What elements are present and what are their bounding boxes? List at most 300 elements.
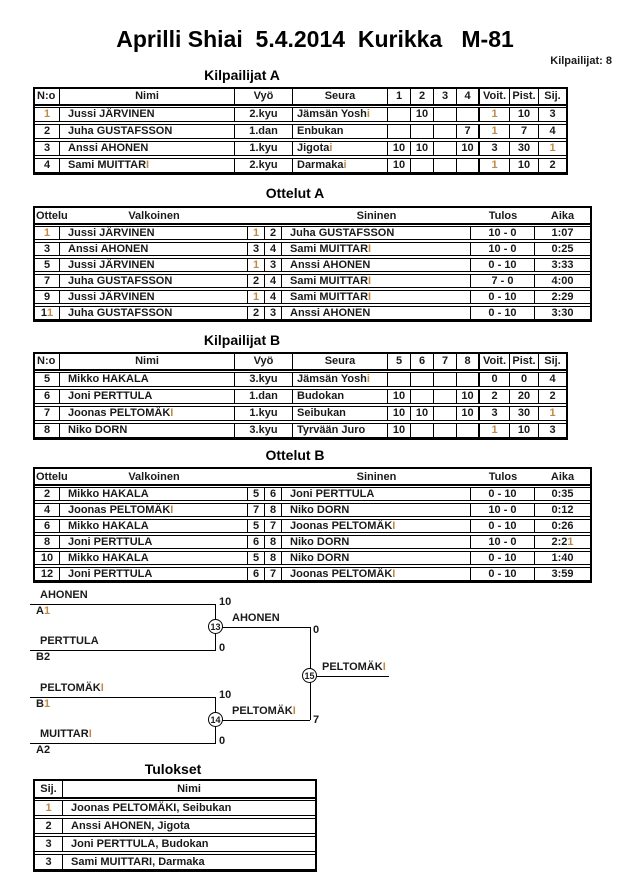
cell: 7 - 0 — [471, 275, 535, 287]
cell: 5 — [248, 488, 265, 500]
section-heading-tulokset: Tulokset — [144, 761, 202, 777]
cell: Mikko HAKALA — [60, 552, 248, 564]
header-cell: 4 — [457, 89, 480, 104]
faint-glyph: 1 — [252, 258, 260, 271]
section-heading-kilpailijat-b: Kilpailijat B — [203, 332, 281, 348]
competitor-row — [35, 389, 566, 404]
header-cell: 1 — [388, 89, 411, 104]
cell: Budokan — [293, 390, 388, 403]
cell: 10 — [388, 159, 411, 172]
cell: 10 — [35, 552, 60, 564]
cell — [411, 125, 434, 138]
faint-glyph: I — [392, 567, 396, 580]
cell — [388, 125, 411, 138]
cell: 3 — [480, 407, 510, 420]
cell — [434, 159, 457, 172]
header-cell: 2 — [411, 89, 434, 104]
cell: Anssi AHONEN — [282, 259, 471, 271]
cell: 3:33 — [551, 258, 574, 271]
cell — [434, 373, 457, 386]
match-row — [35, 306, 590, 320]
cell: 2 — [248, 307, 265, 319]
cell: Niko DORN — [282, 552, 471, 564]
faint-glyph: i — [366, 108, 370, 120]
ottelut-b-table — [33, 467, 592, 583]
cell: 4 — [549, 125, 556, 137]
cell: 10 — [457, 142, 480, 155]
bracket-competitor-name: MUITTARI — [40, 728, 92, 740]
header-cell: 6 — [411, 354, 434, 369]
bracket-winner-line — [222, 720, 310, 721]
bracket-slot-line — [30, 743, 216, 744]
cell: 3 — [35, 243, 60, 255]
match-row — [35, 519, 590, 533]
cell: 2.kyu — [235, 159, 293, 172]
competitor-row — [35, 406, 566, 421]
result-row — [35, 818, 315, 834]
cell: 30 — [510, 407, 539, 420]
cell — [248, 259, 265, 271]
cell — [480, 159, 510, 172]
cell: 4:00 — [551, 274, 574, 287]
cell: 3 — [549, 108, 556, 120]
table-header — [35, 89, 566, 106]
cell: Jämsän Yosh i — [293, 373, 388, 386]
cell: 3 — [35, 855, 63, 869]
competitor-row — [35, 423, 566, 438]
faint-glyph: i — [343, 159, 347, 171]
cell: Joonas PELTOMÄK I — [60, 407, 235, 420]
cell: Sami MUITTARI, Darmaka — [71, 855, 205, 868]
faint-glyph: I — [368, 242, 372, 255]
result-row — [35, 836, 315, 852]
result-row — [35, 854, 315, 870]
cell: 2 — [248, 275, 265, 287]
match-number-circle: 15 — [302, 668, 317, 683]
cell: 4 — [35, 504, 60, 516]
cell: 3 — [35, 142, 60, 155]
cell: 10 — [388, 390, 411, 403]
cell: 7 — [248, 504, 265, 516]
final-bracket — [0, 585, 630, 760]
competitor-row — [35, 107, 566, 122]
cell: 2 — [549, 159, 556, 171]
table-body — [35, 106, 566, 173]
cell: 30 — [510, 142, 539, 155]
faint-glyph: I — [368, 274, 372, 287]
cell: Enbukan — [293, 125, 388, 138]
cell: 3 — [248, 243, 265, 255]
match-row — [35, 535, 590, 549]
cell: Anssi AHONEN — [282, 307, 471, 319]
cell — [539, 407, 566, 420]
cell: 7 — [265, 520, 282, 532]
bracket-seed-label: B2 — [36, 651, 51, 663]
page-title: Aprilli Shiai 5.4.2014 Kurikka M-81 — [116, 26, 514, 52]
faint-glyph: 1 — [491, 159, 498, 171]
cell: Darmaka i — [293, 159, 388, 172]
cell: 1.kyu — [235, 142, 293, 155]
header-cell: 7 — [434, 354, 457, 369]
cell: 10 - 0 — [471, 536, 535, 548]
cell — [434, 424, 457, 437]
cell — [480, 125, 510, 138]
competitor-row — [35, 141, 566, 156]
section-heading-kilpailijat-a: Kilpailijat A — [204, 67, 280, 83]
cell: 4 — [265, 291, 282, 303]
bracket-champion-name: PELTOMÄKI — [322, 661, 386, 673]
cell: 0 - 10 — [471, 520, 535, 532]
bracket-score: 0 — [219, 735, 226, 747]
cell: Jussi JÄRVINEN — [60, 227, 248, 239]
result-row — [35, 800, 315, 816]
cell: Niko DORN — [60, 424, 235, 437]
cell: 2 — [549, 390, 556, 402]
cell — [411, 159, 434, 172]
cell: 10 — [510, 108, 539, 121]
cell: 1:07 — [551, 226, 574, 239]
cell: 0:26 — [551, 519, 574, 532]
cell: Joni PERTTULA — [60, 536, 248, 548]
bracket-score: 7 — [313, 714, 320, 726]
cell: 10 — [411, 108, 434, 121]
faint-glyph: I — [146, 159, 150, 171]
kilpailijat-a-table — [33, 87, 568, 175]
cell: 3:59 — [551, 567, 574, 580]
cell — [434, 390, 457, 403]
cell: 0 — [510, 373, 539, 386]
cell: Tyrvään Juro — [293, 424, 388, 437]
cell — [248, 227, 265, 239]
competitor-row — [35, 158, 566, 173]
competitor-row — [35, 124, 566, 139]
header-cell: Sij. — [544, 90, 561, 102]
cell: Jussi JÄRVINEN — [60, 259, 248, 271]
faint-glyph: I — [368, 290, 372, 303]
cell: 0 - 10 — [471, 291, 535, 303]
header-cell: Sininen — [356, 209, 397, 222]
cell: 7 — [35, 407, 60, 420]
cell: 7 — [457, 125, 480, 138]
cell: Joni PERTTULA — [60, 568, 248, 580]
table-header — [35, 208, 590, 225]
faint-glyph: 1 — [252, 226, 260, 239]
faint-glyph: 1 — [43, 605, 51, 617]
header-cell: Nimi — [60, 354, 235, 369]
cell: 0:35 — [551, 487, 574, 500]
cell: 3 — [265, 307, 282, 319]
header-cell: Voit. — [480, 354, 510, 369]
faint-glyph: I — [100, 682, 104, 694]
cell: Sami MUITTAR I — [282, 291, 471, 303]
cell: 3:30 — [551, 306, 574, 319]
cell: 6 — [265, 488, 282, 500]
cell: 2 — [480, 390, 510, 403]
tulokset-table — [33, 779, 317, 872]
bracket-winner-name: PELTOMÄKI — [232, 705, 296, 717]
cell: 7 — [510, 125, 539, 138]
cell — [248, 291, 265, 303]
cell: Joonas PELTOMÄKI, Seibukan — [71, 801, 232, 814]
cell: 8 — [265, 504, 282, 516]
header-cell: 3 — [434, 89, 457, 104]
faint-glyph: I — [170, 407, 174, 419]
faint-glyph: I — [292, 705, 296, 717]
faint-glyph: 1 — [43, 108, 51, 120]
match-row — [35, 242, 590, 256]
cell — [539, 142, 566, 155]
section-heading-ottelut-a: Ottelut A — [265, 185, 325, 201]
header-cell: Nimi — [177, 782, 201, 795]
header-cell: Tulos — [488, 470, 518, 483]
match-row — [35, 274, 590, 288]
cell: 3 — [480, 142, 510, 155]
faint-glyph: 1 — [252, 290, 260, 303]
cell: 8 — [35, 424, 60, 437]
cell: 9 — [35, 291, 60, 303]
cell: 1 1 — [35, 307, 60, 319]
cell: Jigota i — [293, 142, 388, 155]
cell: Juha GUSTAFSSON — [282, 227, 471, 239]
header-cell: Valkoinen — [128, 209, 180, 222]
bracket-winner-line — [222, 627, 310, 628]
cell — [434, 142, 457, 155]
cell: 1.dan — [235, 390, 293, 403]
cell — [388, 373, 411, 386]
cell: 0 — [480, 373, 510, 386]
cell: 2 — [35, 125, 60, 138]
cell: 8 — [265, 552, 282, 564]
cell: 0:12 — [551, 503, 574, 516]
cell — [457, 424, 480, 437]
bracket-seed-label: B1 — [36, 698, 51, 710]
match-row — [35, 551, 590, 565]
match-number-circle: 14 — [208, 712, 223, 727]
cell: 0:25 — [551, 242, 574, 255]
cell: 3.kyu — [235, 424, 293, 437]
competitor-row — [35, 372, 566, 387]
cell: 10 — [411, 407, 434, 420]
header-cell: Ottelu — [36, 209, 68, 222]
header-cell: Aika — [550, 209, 575, 222]
cell: 4 — [549, 373, 556, 385]
cell: Seibukan — [293, 407, 388, 420]
header-cell: 8 — [457, 354, 480, 369]
match-row — [35, 567, 590, 581]
bracket-seed-label: A2 — [36, 744, 51, 756]
cell — [457, 159, 480, 172]
cell: Juha GUSTAFSSON — [60, 275, 248, 287]
cell: 0 - 10 — [471, 307, 535, 319]
cell: 12 — [35, 568, 60, 580]
cell — [35, 801, 63, 815]
cell: 0 - 10 — [471, 552, 535, 564]
cell — [35, 227, 60, 239]
cell: 2 — [35, 488, 60, 500]
cell — [480, 424, 510, 437]
cell: 2 — [35, 819, 63, 833]
cell: 5 — [248, 552, 265, 564]
cell: 10 — [510, 424, 539, 437]
bracket-score: 0 — [313, 624, 320, 636]
cell: 7 — [35, 275, 60, 287]
match-number-circle: 13 — [208, 619, 223, 634]
cell: Juha GUSTAFSSON — [60, 125, 235, 138]
cell: 4 — [265, 243, 282, 255]
faint-glyph: 1 — [491, 108, 498, 120]
cell: Anssi AHONEN — [60, 243, 248, 255]
cell: Joonas PELTOMÄK I — [60, 504, 248, 516]
cell: Mikko HAKALA — [60, 520, 248, 532]
faint-glyph: 1 — [491, 424, 498, 436]
cell: 7 — [265, 568, 282, 580]
cell: 20 — [510, 390, 539, 403]
section-heading-ottelut-b: Ottelut B — [265, 447, 325, 463]
cell: Joonas PELTOMÄK I — [282, 520, 471, 532]
cell: Anssi AHONEN — [60, 142, 235, 155]
cell — [411, 373, 434, 386]
cell: Joni PERTTULA — [60, 390, 235, 403]
cell: Niko DORN — [282, 504, 471, 516]
cell: 6 — [35, 390, 60, 403]
competitor-count-label: Kilpailijat: 8 — [550, 55, 612, 67]
header-cell: Sij. — [35, 781, 63, 797]
table-header — [35, 469, 590, 486]
cell: 8 — [35, 536, 60, 548]
header-cell: Vyö — [235, 89, 293, 104]
header-cell: 5 — [388, 354, 411, 369]
cell: 5 — [35, 373, 60, 386]
bracket-competitor-name: PELTOMÄKI — [40, 682, 104, 694]
cell — [457, 108, 480, 121]
match-row — [35, 503, 590, 517]
cell: 0 - 10 — [471, 568, 535, 580]
table-header — [35, 354, 566, 371]
cell: 2:2 1 — [551, 535, 574, 548]
header-cell: N:o — [35, 354, 60, 369]
cell: Sami MUITTAR I — [282, 243, 471, 255]
faint-glyph: 1 — [549, 142, 556, 154]
cell: Sami MUITTAR I — [60, 159, 235, 172]
cell: 10 — [411, 142, 434, 155]
cell: 10 - 0 — [471, 227, 535, 239]
header-cell: Seura — [293, 89, 388, 104]
cell: Jussi JÄRVINEN — [60, 291, 248, 303]
faint-glyph: 1 — [567, 535, 574, 548]
table-body — [35, 799, 315, 870]
cell: 8 — [265, 536, 282, 548]
bracket-winner-name: AHONEN — [232, 612, 280, 624]
faint-glyph: I — [170, 503, 174, 516]
cell — [480, 108, 510, 121]
header-cell: Sij. — [544, 355, 561, 367]
cell: 2 — [265, 227, 282, 239]
bracket-competitor-name: AHONEN — [40, 589, 88, 601]
header-cell: Aika — [550, 470, 575, 483]
kilpailijat-b-table — [33, 352, 568, 440]
cell: 1:40 — [551, 551, 574, 564]
cell — [457, 373, 480, 386]
faint-glyph: 1 — [43, 698, 51, 710]
cell: 2:29 — [551, 290, 574, 303]
cell: 3 — [549, 424, 556, 436]
cell: 5 — [35, 259, 60, 271]
bracket-slot-line — [30, 697, 216, 698]
faint-glyph: 1 — [45, 801, 52, 814]
header-cell: Tulos — [488, 209, 518, 222]
cell: 10 — [388, 407, 411, 420]
faint-glyph: 1 — [47, 306, 54, 319]
cell — [434, 108, 457, 121]
bracket-competitor-name: PERTTULA — [40, 635, 99, 647]
bracket-score: 10 — [219, 689, 232, 701]
cell: 0 - 10 — [471, 488, 535, 500]
match-row — [35, 226, 590, 240]
bracket-score: 10 — [219, 596, 232, 608]
cell: 10 — [388, 142, 411, 155]
cell — [434, 407, 457, 420]
ottelut-a-table — [33, 206, 592, 322]
faint-glyph: 1 — [549, 407, 556, 419]
bracket-slot-line — [30, 604, 216, 605]
cell: 10 — [457, 407, 480, 420]
cell: 10 - 0 — [471, 243, 535, 255]
cell: 10 — [388, 424, 411, 437]
cell: 5 — [248, 520, 265, 532]
match-row — [35, 258, 590, 272]
bracket-score: 0 — [219, 642, 226, 654]
cell: Joonas PELTOMÄK I — [282, 568, 471, 580]
table-body — [35, 225, 590, 320]
table-body — [35, 486, 590, 581]
faint-glyph: i — [366, 373, 370, 385]
header-cell: Valkoinen — [128, 470, 180, 483]
cell — [411, 424, 434, 437]
header-cell: Vyö — [235, 354, 293, 369]
header-cell: N:o — [35, 89, 60, 104]
cell: Juha GUSTAFSSON — [60, 307, 248, 319]
cell: Joni PERTTULA — [282, 488, 471, 500]
cell: Sami MUITTAR I — [282, 275, 471, 287]
cell: 3 — [35, 837, 63, 851]
cell: Niko DORN — [282, 536, 471, 548]
cell: Mikko HAKALA — [60, 488, 248, 500]
cell: 4 — [35, 159, 60, 172]
cell: Jämsän Yosh i — [293, 108, 388, 121]
cell: 10 — [457, 390, 480, 403]
cell — [434, 125, 457, 138]
cell: Jussi JÄRVINEN — [60, 108, 235, 121]
cell: 6 — [248, 568, 265, 580]
cell: 10 - 0 — [471, 504, 535, 516]
faint-glyph: 1 — [491, 125, 498, 137]
cell: 10 — [510, 159, 539, 172]
cell: 0 - 10 — [471, 259, 535, 271]
cell: 3 — [265, 259, 282, 271]
cell: Joni PERTTULA, Budokan — [71, 837, 209, 850]
cell: Mikko HAKALA — [60, 373, 235, 386]
faint-glyph: 1 — [43, 226, 51, 239]
match-row — [35, 487, 590, 501]
table-body — [35, 371, 566, 438]
header-cell: Pist. — [510, 89, 539, 104]
faint-glyph: I — [382, 661, 386, 673]
cell: 6 — [35, 520, 60, 532]
header-cell: Voit. — [480, 89, 510, 104]
cell: Anssi AHONEN, Jigota — [71, 819, 190, 832]
faint-glyph: i — [329, 142, 333, 154]
bracket-seed-label: A1 — [36, 605, 51, 617]
